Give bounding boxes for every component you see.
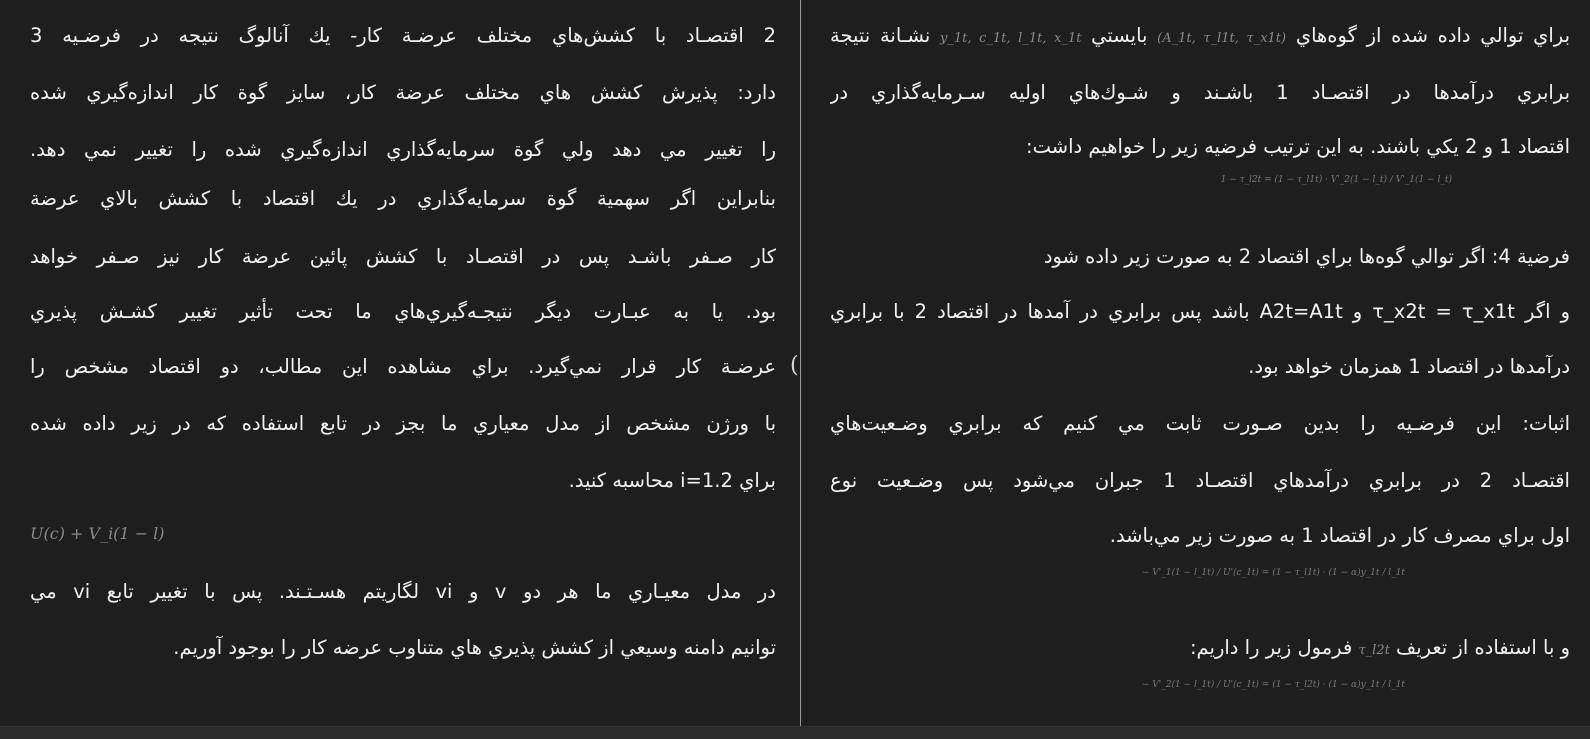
left-text-column [30,0,776,739]
text-line: عرضـة كار قرار نمي‌گيرد. براي مشاهده اين مطالب، دو اقتصاد مشخص را [30,355,776,378]
text-fragment: فرمول زير را داريم: [1189,636,1353,659]
text-line: برابري درآمدها در اقتصـاد 1 باشـند و شـوك‌هاي اوليه سـرمايه‌گذاري در [830,81,1570,104]
text-fragment: و با استفاده از تعريف [1396,636,1570,659]
text-line-with-math [830,634,1570,665]
text-line: براي i=1.2 محاسبه كنيد. [568,469,776,492]
utility-formula: U(c) + V_i(1 − l) [30,524,165,543]
text-line-with-math [830,22,1570,53]
text-line: 2 اقتصـاد با كشش‌هاي مختلف عرضـة كار- يك آنالوگ نتيجه در فرضـيه 3 [30,24,776,47]
text-line: اقتصـاد 2 در برابري درآمدهاي اقتصـاد 1 جبران مي‌شود پس وضـعيت نوع [830,469,1570,492]
labor-wedge-formula: 1 − τ_l2t = (1 − τ_l1t) · V'_2(1 − l_t) / V'_1(1 − l_t) [1220,175,1452,185]
text-line: در مدل معيـاري ما هر دو v و vi لگاريتم هسـتـند. پس با تغيير تابع vi مي [30,580,776,603]
text-line: و اگر τ_x2t = τ_x1t و A2t=A1t باشد پس برابري در آمدها در اقتصاد 2 با برابري [830,300,1570,323]
text-line: اثبات: اين فرضـيه را بدين صـورت ثابت مي كنيم كه برابري وضـعيت‌هاي [830,412,1570,435]
text-fragment: براي توالي داده شده از گوه‌هاي [1295,24,1570,47]
text-line: بود. يا به عبـارت ديگر نتيجـه‌گيري‌هاي ما تحت تأثير تغيير كشـش پذيري [30,300,776,323]
variables-symbol: y_1t, c_1t, l_1t, x_1t [940,31,1082,46]
text-line: اقتصاد 1 و 2 يكي باشند. به اين ترتيب فرضيه زير را خواهيم داشت: [1026,135,1570,158]
text-line: درآمدها در اقتصاد 1 همزمان خواهد بود. [1248,355,1570,378]
text-line: بنابراين اگر سهمية گوة سرمايه‌گذاري در يك اقتصاد با كشش بالاي عرضة [30,187,776,210]
tau-symbol: τ_l2t [1358,643,1390,658]
text-line: كار صـفر باشـد پس در اقتصـاد با كشش پائين عرضة كار نيز صـفر خواهد [30,245,776,268]
text-line: را تغيير مي دهد ولي گوة سرمايه‌گذاري اندازه‌گيري شده را تغيير نمي دهد. [30,138,776,161]
right-text-column [830,0,1570,739]
text-fragment: نشـانة نتيجة [830,24,931,47]
text-line: با ورژن مشخص از مدل معياري ما بجز در تابع استفاده كه در زير داده شده [30,412,776,435]
viewer-bottom-edge [0,726,1590,739]
text-line: اول براي مصرف كار در اقتصاد 1 به صورت زير مي‌باشد. [1109,524,1570,547]
labor-condition-formula-2: − V'_2(1 − l_1t) / U'(c_1t) = (1 − τ_l2t) · (1 − α)y_1t / l_1t [1141,680,1405,690]
bracket-fragment: ( [790,353,799,378]
labor-condition-formula: − V'_1(1 − l_1t) / U'(c_1t) = (1 − τ_l1t) · (1 − α)y_1t / l_1t [1141,568,1405,578]
text-line: توانيم دامنه وسيعي از كشش پذيري هاي متناوب عرضه كار را بوجود آوريم. [173,636,776,659]
text-fragment: بايستي [1091,24,1148,47]
wedges-symbol: (A_1t, τ_l1t, τ_x1t) [1157,31,1287,46]
text-line: فرضية 4: اگر توالي گوه‌ها براي اقتصاد 2 به صورت زير داده شود [1043,245,1570,268]
text-line: دارد: پذيرش كشش هاي مختلف عرضة كار، سايز گوة كار اندازه‌گيري شده [30,81,776,104]
